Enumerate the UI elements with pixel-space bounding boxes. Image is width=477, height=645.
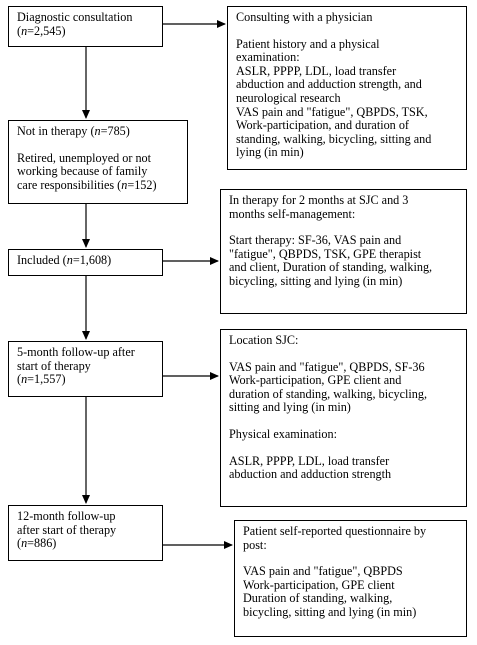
italic-n: n — [21, 536, 28, 551]
line-segment: =1,557) — [27, 372, 66, 387]
italic-n: n — [21, 23, 28, 38]
box-line: post: — [243, 537, 267, 552]
italic-n: n — [94, 124, 101, 138]
line-segment: Not in therapy ( — [17, 124, 95, 138]
italic-n: n — [121, 177, 128, 192]
box-line: start of therapy — [17, 358, 91, 373]
box-line: Diagnostic consultation — [17, 10, 133, 24]
box-line: examination: — [236, 50, 300, 65]
line-segment: =886) — [27, 536, 57, 551]
box-line: and client, Duration of standing, walking, — [229, 260, 433, 275]
box-line: ASLR, PPPP, LDL, load transfer — [229, 453, 390, 468]
box-line: "fatigue", QBPDS, TSK, GPE therapist — [229, 246, 422, 261]
box-line: working because of family — [17, 164, 148, 179]
italic-n: n — [21, 372, 28, 387]
box-line: Location SJC: — [229, 333, 299, 347]
box-line: months self-management: — [229, 206, 356, 221]
line-segment: ( — [17, 372, 22, 387]
line-segment: care responsibilities ( — [17, 177, 122, 192]
box-line: neurological research — [236, 90, 341, 105]
box-line: In therapy for 2 months at SJC and 3 — [229, 193, 409, 207]
box-line: lying (in min) — [236, 145, 304, 160]
line-segment: =785) — [100, 124, 130, 138]
box-line: Work-participation, and duration of — [236, 118, 409, 133]
box-line: VAS pain and "fatigue", QBPDS, SF-36 — [229, 359, 425, 374]
box-line: Duration of standing, walking, — [243, 591, 393, 606]
box-line: Patient history and a physical — [236, 36, 380, 51]
line-segment: =2,545) — [27, 23, 66, 38]
box-line: ASLR, PPPP, LDL, load transfer — [236, 63, 397, 78]
box-line: abduction and adduction strength — [229, 467, 392, 482]
line-segment: ( — [17, 23, 22, 38]
line-segment: Included ( — [17, 253, 67, 267]
box-line: bicycling, sitting and lying (in min) — [243, 604, 417, 619]
box-line: 5-month follow-up after — [17, 345, 135, 359]
box-line: 12-month follow-up — [17, 509, 116, 523]
box-line: Physical examination: — [229, 426, 337, 441]
box-line: sitting and lying (in min) — [229, 400, 351, 415]
box-line: Patient self-reported questionnaire by — [243, 524, 427, 538]
line-segment: =152) — [127, 177, 157, 192]
box-line: VAS pain and "fatigue", QBPDS — [243, 564, 403, 579]
box-line: Work-participation, GPE client and — [229, 373, 402, 388]
box-line: bicycling, sitting and lying (in min) — [229, 273, 403, 288]
box-line: after start of therapy — [17, 522, 117, 537]
line-segment: =1,608) — [72, 253, 112, 267]
box-line: Retired, unemployed or not — [17, 150, 152, 165]
italic-n: n — [66, 253, 73, 267]
box-line: standing, walking, bicycling, sitting and — [236, 131, 432, 146]
box-line: Start therapy: SF-36, VAS pain and — [229, 233, 402, 248]
line-segment: ( — [17, 536, 22, 551]
box-line: VAS pain and "fatigue", QBPDS, TSK, — [236, 104, 428, 119]
box-line: Consulting with a physician — [236, 10, 373, 24]
box-line: abduction and adduction strength, and — [236, 77, 422, 92]
box-line: duration of standing, walking, bicycling, — [229, 386, 428, 401]
box-line: Work-participation, GPE client — [243, 577, 395, 592]
